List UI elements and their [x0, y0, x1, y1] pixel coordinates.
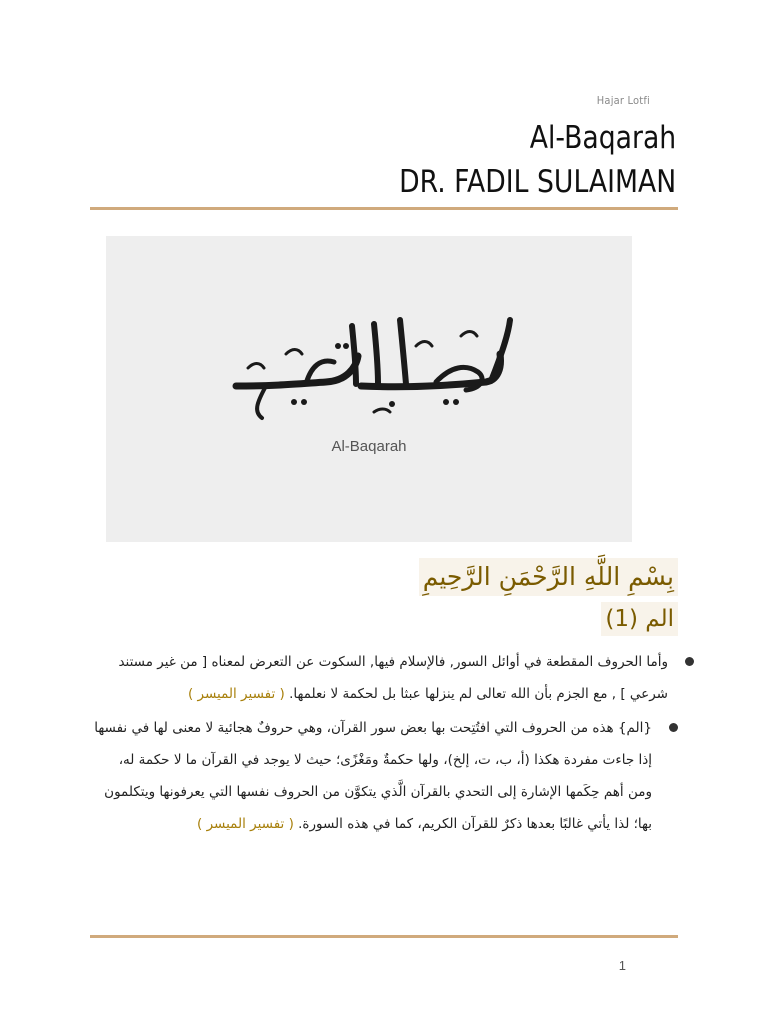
source-reference[interactable]: ( تفسير الميسر )	[187, 686, 290, 702]
list-item-text: {الم} هذه من الحروف التي افتُتِحت بها بعض سور القرآن، وهي حروفٌ هجائية لا معنى لها في نفسها إذا جاءت مفردة هكذا (أ، ب، ت، إلخ)، ولها حكمةٌ ومَغْزًى؛ حيث لا يوجد في القرآن ما لا حكمة له، ومن أهم حِكَمها الإشارة إلى التحدي بالقرآن الَّذي يتكوَّن من الحروف نفسها التي يعرفونها ويتكلمون بها؛ لذا يأتي غالبًا بعدها ذكرٌ للقرآن الكريم، كما في هذه السورة.	[94, 720, 652, 832]
list-item	[92, 712, 676, 840]
bottom-divider	[90, 935, 678, 938]
calligraphy-graphic	[106, 236, 632, 542]
author-name: Hajar Lotfi	[596, 94, 650, 107]
document-title	[399, 116, 676, 204]
tafsir-list	[92, 646, 676, 842]
hero-caption: Al-Baqarah	[331, 438, 407, 455]
list-item	[92, 646, 692, 710]
hero-image	[106, 236, 632, 542]
bullet-icon	[685, 657, 694, 666]
page-number: 1	[618, 958, 626, 973]
basmala-heading: بِسْمِ اللَّهِ الرَّحْمَنِ الرَّحِيمِ	[419, 558, 678, 596]
source-reference[interactable]: ( تفسير الميسر )	[197, 816, 299, 832]
bullet-icon	[669, 723, 678, 732]
title-line-1: Al-Baqarah	[529, 120, 676, 156]
verse-heading: الم (1)	[601, 602, 678, 636]
list-item-text: وأما الحروف المقطعة في أوائل السور, فالإسلام فيها, السكوت عن التعرض لمعناه [ من غير مستند شرعي ] , مع الجزم بأن الله تعالى لم ينزلها عبثا بل لحكمة لا نعلمها.	[118, 654, 668, 702]
title-line-2: DR. FADIL SULAIMAN	[398, 164, 676, 200]
top-divider	[90, 207, 678, 210]
